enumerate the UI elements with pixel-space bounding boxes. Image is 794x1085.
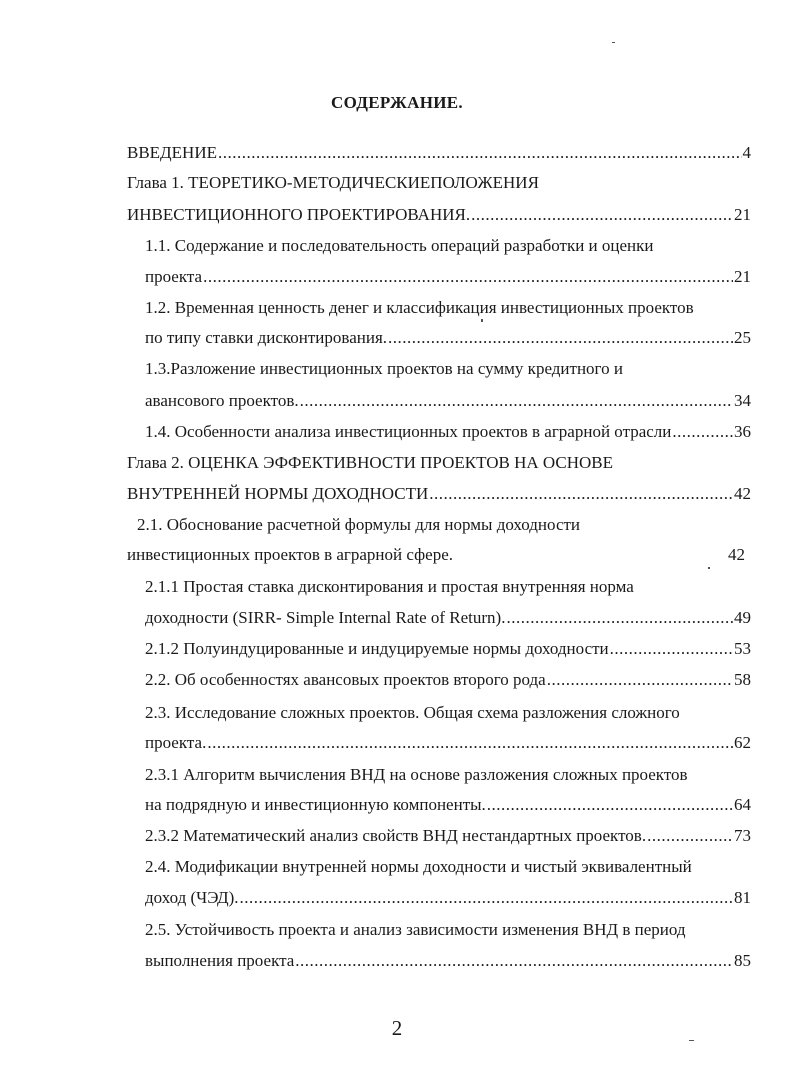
toc-entry-text: ВНУТРЕННЕЙ НОРМЫ ДОХОДНОСТИ [127,484,429,503]
scan-speck [612,42,615,43]
dot-leader [506,608,733,628]
scan-speck [481,319,483,322]
toc-entry-text: по типу ставки дисконтирования. [145,328,388,347]
toc-entry [145,888,751,908]
toc-entry [127,205,751,225]
toc-entry-text: ИНВЕСТИЦИОННОГО ПРОЕКТИРОВАНИЯ. [127,205,471,224]
toc-entry-text: инвестиционных проектов в аграрной сфере. [127,545,453,564]
dot-leader [388,328,733,348]
toc-entry [145,826,751,846]
toc-entry-line: 2.1.1 Простая ставка дисконтирования и простая внутренняя норма [145,577,634,596]
toc-page-number: 58 [734,670,751,689]
toc-entry [145,608,751,628]
toc-page-number: 4 [742,143,751,162]
toc-entry-text: ВВЕДЕНИЕ [127,143,217,162]
toc-entry [127,143,751,163]
toc-entry [145,733,751,753]
toc-entry [145,639,751,659]
toc-entry-text: авансового проектов. [145,391,299,410]
toc-entry-text: 2.3.2 Математический анализ свойств ВНД нестандартных проектов. [145,826,647,845]
toc-entry-text: доход (ЧЭД). [145,888,239,907]
dot-leader [300,391,733,411]
page-title: СОДЕРЖАНИЕ. [331,93,463,112]
dot-leader [471,205,733,225]
toc-page-number: 53 [734,639,751,658]
toc-page-number: 49 [734,608,751,627]
toc-page-number: 62 [734,733,751,752]
toc-entry [145,267,751,287]
toc-page-number: 21 [734,267,751,286]
toc-entry-line: 1.2. Временная ценность денег и классификация инвестиционных проектов [145,298,694,317]
dot-leader [207,733,733,753]
toc-entry-text: выполнения проекта [145,951,295,970]
toc-entry [145,951,751,971]
toc-entry [145,391,751,411]
toc-entry-line: 1.1. Содержание и последовательность операций разработки и оценки [145,236,654,255]
toc-entry-line: Глава 1. ТЕОРЕТИКО-МЕТОДИЧЕСКИЕПОЛОЖЕНИЯ [127,173,539,192]
toc-entry [145,422,751,442]
dot-leader [647,826,733,846]
toc-page-number: 36 [734,422,751,441]
dot-leader [218,143,742,163]
toc-page-number: 34 [734,391,751,410]
toc-entry-text: проекта [145,267,203,286]
toc-entry-line: 2.3. Исследование сложных проектов. Общая схема разложения сложного [145,703,680,722]
toc-page-number: 25 [734,328,751,347]
dot-leader [240,888,734,908]
toc-entry-text: проекта. [145,733,207,752]
toc-entry-line: 2.4. Модификации внутренней нормы доходности и чистый эквивалентный [145,857,692,876]
toc-page-number: 42 [734,484,751,503]
toc-entry-line: 1.3.Разложение инвестиционных проектов на сумму кредитного и [145,359,623,378]
toc-entry [127,484,751,504]
page-number: 2 [391,1016,403,1040]
toc-page-number: 42 [728,545,745,564]
dot-leader [672,422,733,442]
toc-entry-text: 2.2. Об особенностях авансовых проектов второго рода [145,670,546,689]
dot-leader [203,267,733,287]
toc-entry-line: 2.1. Обоснование расчетной формулы для нормы доходности [137,515,581,534]
dot-leader [547,670,733,690]
toc-entry [145,328,751,348]
dot-leader [295,951,733,971]
toc-page-number: 64 [734,795,751,814]
toc-page-number: 85 [734,951,751,970]
toc-entry-line: Глава 2. ОЦЕНКА ЭФФЕКТИВНОСТИ ПРОЕКТОВ НА ОСНОВЕ [127,453,614,472]
toc-page-number: 81 [734,888,751,907]
toc-entry-line: 2.3.1 Алгоритм вычисления ВНД на основе разложения сложных проектов [145,765,688,784]
toc-entry [145,795,751,815]
dot-leader [487,795,733,815]
toc-page-number: 21 [734,205,751,224]
scan-speck [708,567,710,569]
dot-leader [610,639,733,659]
toc-entry-line: 2.5. Устойчивость проекта и анализ зависимости изменения ВНД в период [145,920,686,939]
toc-entry-text: 1.4. Особенности анализа инвестиционных проектов в аграрной отрасли [145,422,672,441]
toc-entry-text: на подрядную и инвестиционную компоненты. [145,795,486,814]
scan-speck [689,1040,694,1041]
dot-leader [429,484,733,504]
toc-entry [145,670,751,690]
toc-page-number: 73 [734,826,751,845]
toc-entry-text: 2.1.2 Полуиндуцированные и индуцируемые нормы доходности [145,639,609,658]
toc-entry-text: доходности (SIRR- Simple Internal Rate of Return). [145,608,506,627]
